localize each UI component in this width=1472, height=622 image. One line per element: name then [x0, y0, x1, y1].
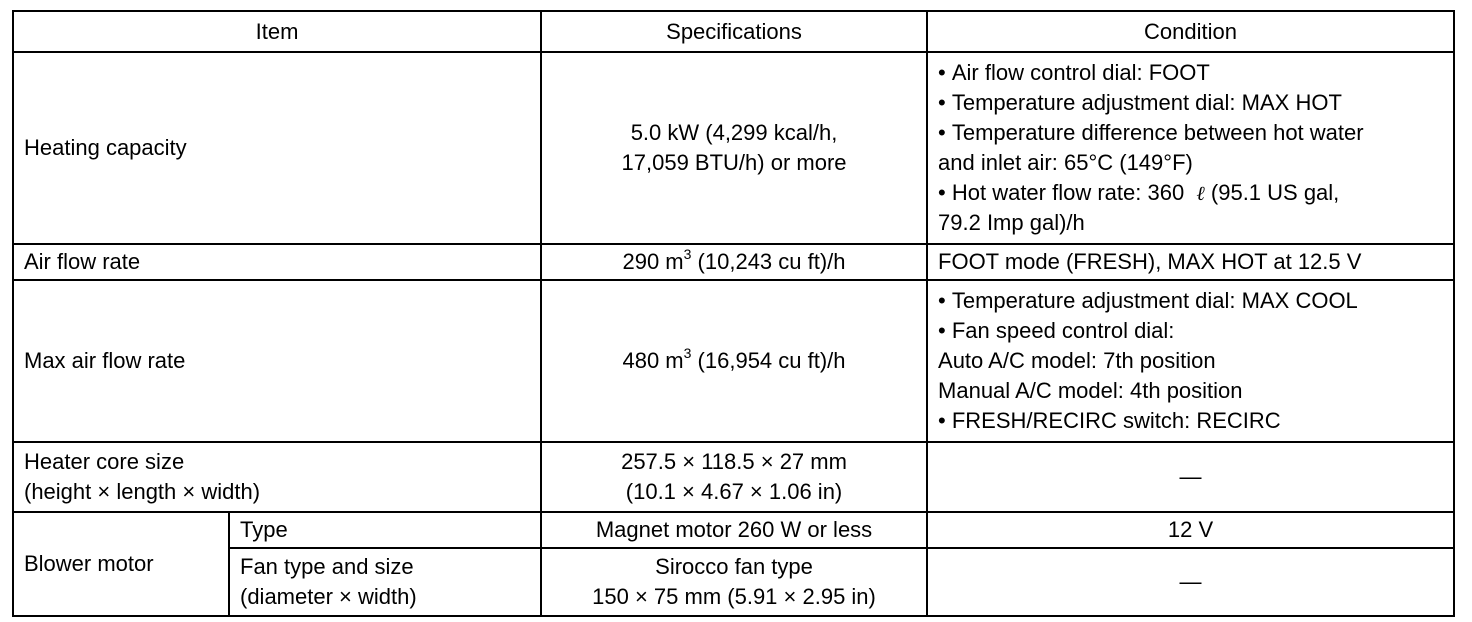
blower-fan-spec-line-1: Sirocco fan type: [655, 554, 813, 579]
airflow-item: Air flow rate: [13, 244, 541, 280]
heating-cond-6: 79.2 Imp gal)/h: [938, 210, 1085, 235]
maxairflow-cond-2: • Fan speed control dial:: [938, 316, 1443, 346]
blower-type-condition: 12 V: [927, 512, 1454, 548]
heatercore-spec: [541, 442, 927, 512]
heating-cond-5c: (95.1 US gal,: [1210, 180, 1340, 205]
header-item: Item: [13, 11, 541, 52]
header-specifications: Specifications: [541, 11, 927, 52]
blower-fan-label-line-1: Fan type and size: [240, 554, 414, 579]
heating-cond-4: and inlet air: 65°C (149°F): [938, 150, 1193, 175]
heatercore-item-line-2: (height × length × width): [24, 479, 261, 504]
blower-fan-label: [229, 548, 541, 616]
row-blower-type: [13, 512, 1454, 548]
header-row: [13, 11, 1454, 52]
row-air-flow-rate: [13, 244, 1454, 280]
maxairflow-condition: [927, 280, 1454, 442]
airflow-spec: [541, 244, 927, 280]
maxairflow-spec-b: (16,954 cu ft)/h: [691, 348, 846, 373]
blower-fan-spec-line-2: 150 × 75 mm (5.91 × 2.95 in): [592, 584, 876, 609]
heating-cond-2: • Temperature adjustment dial: MAX HOT: [938, 88, 1443, 118]
airflow-spec-sup: 3: [683, 245, 692, 262]
heating-spec-line-1: 5.0 kW (4,299 kcal/h,: [630, 120, 838, 145]
airflow-spec-b: (10,243 cu ft)/h: [691, 249, 846, 274]
maxairflow-cond-3: Auto A/C model: 7th position: [938, 348, 1216, 373]
row-max-air-flow-rate: [13, 280, 1454, 442]
heating-cond-5: [938, 178, 1443, 208]
specifications-table: [12, 10, 1455, 617]
header-condition: Condition: [927, 11, 1454, 52]
heatercore-item: [13, 442, 541, 512]
blower-fan-spec: [541, 548, 927, 616]
heating-cond-1: • Air flow control dial: FOOT: [938, 58, 1443, 88]
blower-fan-condition: —: [927, 548, 1454, 616]
heatercore-condition: —: [927, 442, 1454, 512]
heating-cond-3: • Temperature difference between hot water: [938, 118, 1443, 148]
row-blower-fan: [13, 548, 1454, 616]
heatercore-spec-line-2: (10.1 × 4.67 × 1.06 in): [625, 479, 843, 504]
blower-item: Blower motor: [13, 512, 229, 616]
heating-condition: [927, 52, 1454, 244]
heating-item: Heating capacity: [13, 52, 541, 244]
blower-type-spec: Magnet motor 260 W or less: [541, 512, 927, 548]
row-heater-core-size: [13, 442, 1454, 512]
maxairflow-spec: [541, 280, 927, 442]
heatercore-spec-line-1: 257.5 × 118.5 × 27 mm: [621, 449, 847, 474]
blower-fan-label-line-2: (diameter × width): [240, 584, 417, 609]
airflow-spec-a: 290 m: [622, 249, 684, 274]
maxairflow-spec-a: 480 m: [622, 348, 684, 373]
row-heating-capacity: [13, 52, 1454, 244]
maxairflow-cond-4: Manual A/C model: 4th position: [938, 378, 1243, 403]
heating-spec: [541, 52, 927, 244]
maxairflow-cond-5: • FRESH/RECIRC switch: RECIRC: [938, 406, 1443, 436]
blower-type-label: Type: [229, 512, 541, 548]
airflow-condition: FOOT mode (FRESH), MAX HOT at 12.5 V: [927, 244, 1454, 280]
liter-symbol: ℓ: [1196, 181, 1205, 205]
maxairflow-item: Max air flow rate: [13, 280, 541, 442]
maxairflow-cond-1: • Temperature adjustment dial: MAX COOL: [938, 286, 1443, 316]
heating-cond-5a: Hot water flow rate: 360: [951, 180, 1185, 205]
maxairflow-spec-sup: 3: [683, 344, 692, 361]
heatercore-item-line-1: Heater core size: [24, 449, 185, 474]
heating-spec-line-2: 17,059 BTU/h) or more: [621, 150, 847, 175]
